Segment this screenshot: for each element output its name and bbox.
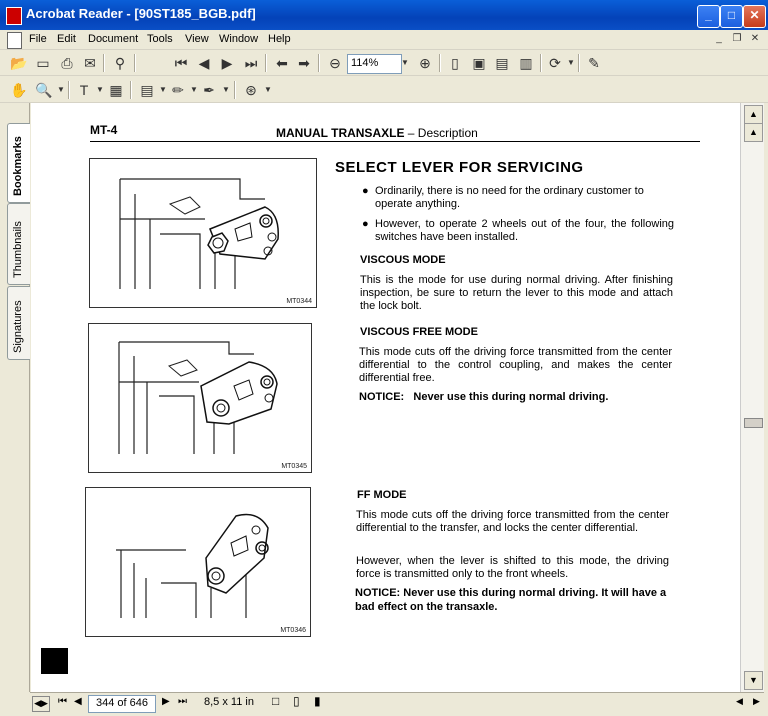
lever-drawing-3 <box>86 488 311 637</box>
ff-mode-text-2: However, when the lever is shifted to this mode, the driving force is transmitted only to the front wheels. <box>356 555 669 580</box>
zoom-out-icon[interactable]: ⊖ <box>329 55 341 71</box>
rotate-dropdown-icon[interactable]: ▼ <box>567 58 575 67</box>
viscous-free-heading: VISCOUS FREE MODE <box>360 326 478 338</box>
acrobat-app-icon[interactable] <box>6 7 22 25</box>
fit-width-icon[interactable]: ▤ <box>495 55 509 71</box>
window-title: Acrobat Reader - [90ST185_BGB.pdf] <box>26 6 256 21</box>
menu-document[interactable]: Document <box>88 33 139 45</box>
print-icon[interactable]: ⎙ <box>61 55 73 71</box>
doc-restore-button[interactable]: ❐ <box>732 33 742 44</box>
doc-minimize-button[interactable]: _ <box>716 33 722 44</box>
bullet-item <box>362 218 674 244</box>
go-back-icon[interactable]: ⬅ <box>276 55 288 71</box>
scroll-thumb[interactable] <box>744 418 763 428</box>
bullet-dot: ● <box>362 218 369 230</box>
menu-bar <box>0 30 768 50</box>
document-icon[interactable] <box>7 32 22 49</box>
tab-bookmarks-label: Bookmarks <box>12 136 24 196</box>
status-bar <box>30 692 764 714</box>
viscous-mode-heading: VISCOUS MODE <box>360 254 446 266</box>
scroll-up-icon[interactable]: ▲ <box>744 105 763 124</box>
bullet-text: Ordinarily, there is no need for the ordinary customer to operate anything. <box>375 185 644 210</box>
ff-mode-text-1: This mode cuts off the driving force transmitted from the center differential to the transfer, and locks the center differential. <box>356 509 669 534</box>
zoom-in-icon[interactable]: ⊕ <box>419 55 431 71</box>
previous-page-scroll-icon[interactable]: ▲ <box>744 123 763 142</box>
tab-bookmarks[interactable] <box>7 123 30 203</box>
tab-thumbnails-label: Thumbnails <box>12 221 24 278</box>
save-icon[interactable]: ▭ <box>36 55 50 71</box>
lever-drawing-1 <box>90 159 317 308</box>
rotate-view-icon[interactable]: ⟳ <box>549 55 561 71</box>
pencil-tool-icon[interactable]: ✏ <box>172 82 184 98</box>
single-page-icon[interactable]: □ <box>272 694 280 708</box>
section-header <box>276 126 478 140</box>
tab-signatures[interactable] <box>7 286 30 360</box>
menu-edit[interactable]: Edit <box>57 33 76 45</box>
edit-document-icon[interactable]: ✎ <box>588 55 600 71</box>
continuous-icon[interactable]: ▯ <box>293 694 300 708</box>
menu-view[interactable]: View <box>185 33 209 45</box>
note-tool-icon[interactable]: ▤ <box>140 82 154 98</box>
tab-thumbnails[interactable] <box>7 203 30 285</box>
zoom-tool-dropdown-icon[interactable]: ▼ <box>57 85 65 94</box>
note-dropdown-icon[interactable]: ▼ <box>159 85 167 94</box>
minimize-button[interactable]: _ <box>697 5 720 28</box>
zoom-tool-icon[interactable]: 🔍 <box>35 82 53 98</box>
last-page-button[interactable]: ⏭ <box>178 696 187 707</box>
go-forward-icon[interactable]: ➡ <box>298 55 310 71</box>
search-icon[interactable]: ⚲ <box>114 55 126 71</box>
lever-drawing-2 <box>89 324 312 473</box>
text-select-icon[interactable]: T <box>79 82 89 98</box>
figure-ff-mode <box>85 487 311 637</box>
header-rule <box>90 141 700 142</box>
bullet-text: However, to operate 2 wheels out of the four, the following switches have been installed. <box>375 218 674 243</box>
section-header-rest: – Description <box>404 126 478 140</box>
hand-tool-icon[interactable]: ✋ <box>10 82 28 98</box>
fit-page-icon[interactable]: ▣ <box>472 55 486 71</box>
web-capture-icon[interactable]: ⊛ <box>245 82 257 98</box>
page-number-header: MT-4 <box>90 123 118 137</box>
next-page-icon[interactable]: ▶ <box>221 55 233 71</box>
prev-page-button[interactable]: ◀ <box>74 696 82 707</box>
close-button[interactable]: ✕ <box>743 5 766 28</box>
navigation-pane <box>5 103 30 692</box>
bullet-dot: ● <box>362 185 369 197</box>
bullet-item <box>362 185 674 211</box>
scroll-down-icon[interactable]: ▼ <box>744 671 763 690</box>
first-page-icon[interactable]: ⏮ <box>174 55 188 71</box>
last-page-icon[interactable]: ⏭ <box>244 55 258 71</box>
menu-file[interactable]: File <box>29 33 47 45</box>
facing-pages-icon[interactable]: ▮ <box>314 694 321 708</box>
figure-viscous-free-mode <box>88 323 312 473</box>
menu-help[interactable]: Help <box>268 33 291 45</box>
pane-toggle-icon[interactable]: ◀▶ <box>32 696 50 712</box>
page-number-field[interactable]: 344 of 646 <box>88 695 156 713</box>
vertical-scrollbar[interactable] <box>740 103 764 692</box>
text-select-dropdown-icon[interactable]: ▼ <box>96 85 104 94</box>
section-header-bold: MANUAL TRANSAXLE <box>276 126 405 140</box>
toolbar-file <box>0 50 768 76</box>
figure-caption: MT0345 <box>281 463 307 470</box>
page-size: 8,5 x 11 in <box>204 696 254 708</box>
email-icon[interactable]: ✉ <box>84 55 96 71</box>
web-capture-dropdown-icon[interactable]: ▼ <box>264 85 272 94</box>
viscous-free-notice: NOTICE: Never use this during normal driving. <box>359 391 609 403</box>
viscous-mode-text: This is the mode for use during normal driving. After finishing inspection, be sure to return the lever to this mode and attach the lock bolt. <box>360 274 673 312</box>
doc-close-button[interactable]: ✕ <box>750 33 760 44</box>
prev-page-icon[interactable]: ◀ <box>198 55 210 71</box>
zoom-dropdown-icon[interactable]: ▼ <box>401 58 409 67</box>
menu-window[interactable]: Window <box>219 33 259 45</box>
graphics-select-icon[interactable]: ▦ <box>109 82 123 98</box>
viscous-free-text: This mode cuts off the driving force transmitted from the center differential to the control coupling, and makes the center differential free. <box>359 346 672 384</box>
highlight-dropdown-icon[interactable]: ▼ <box>222 85 230 94</box>
fit-visible-icon[interactable]: ▥ <box>519 55 533 71</box>
open-icon[interactable]: 📂 <box>10 55 28 71</box>
tab-signatures-label: Signatures <box>12 300 24 353</box>
figure-viscous-mode <box>89 158 317 308</box>
ff-mode-notice: NOTICE: Never use this during normal driving. It will have a bad effect on the transaxle. <box>355 587 667 613</box>
title-bar <box>0 0 768 30</box>
toolbar-tools <box>0 77 768 103</box>
figure-caption: MT0346 <box>280 627 306 634</box>
ff-mode-heading: FF MODE <box>357 489 407 501</box>
pencil-dropdown-icon[interactable]: ▼ <box>190 85 198 94</box>
scroll-right-icon[interactable]: ▶ <box>753 696 760 706</box>
scroll-left-icon[interactable]: ◀ <box>736 696 743 706</box>
page-mark <box>41 648 68 674</box>
first-page-button[interactable]: ⏮ <box>58 696 67 707</box>
actual-size-icon[interactable]: ▯ <box>451 55 459 71</box>
zoom-input[interactable]: 114% <box>347 54 402 74</box>
highlight-tool-icon[interactable]: ✒ <box>203 82 215 98</box>
next-page-button[interactable]: ▶ <box>162 696 170 707</box>
page-title: SELECT LEVER FOR SERVICING <box>335 159 584 176</box>
figure-caption: MT0344 <box>286 298 312 305</box>
menu-tools[interactable]: Tools <box>147 33 173 45</box>
maximize-button[interactable]: □ <box>720 5 743 28</box>
